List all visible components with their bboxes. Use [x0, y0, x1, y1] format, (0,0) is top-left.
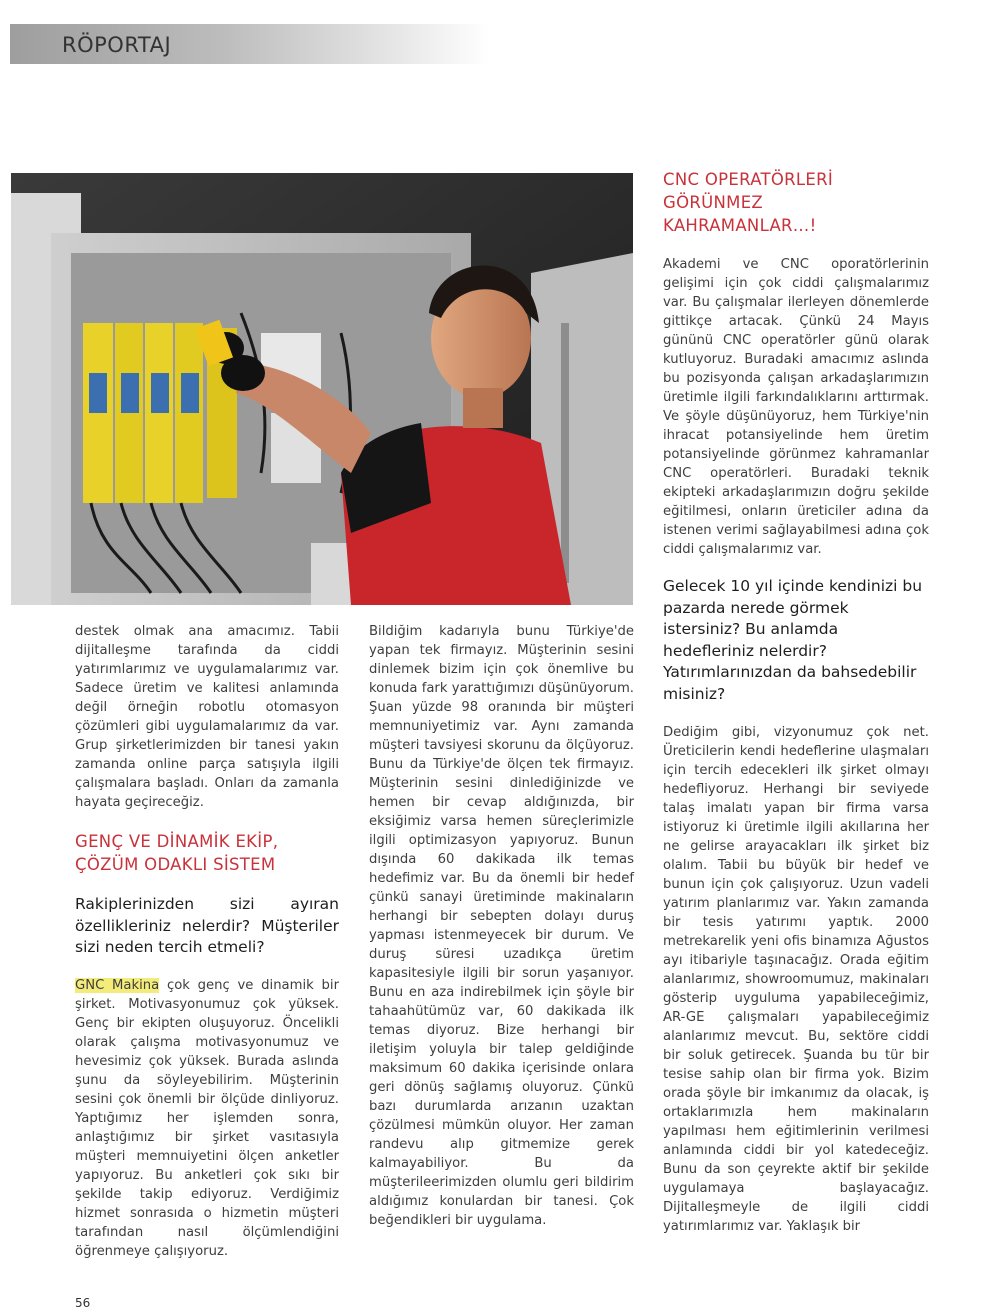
- page-number: 56: [75, 1296, 91, 1310]
- photo-illustration: [11, 173, 633, 605]
- col3-heading-line2: GÖRÜNMEZ: [663, 193, 764, 212]
- column-2: [369, 622, 634, 1230]
- col3-heading-line3: KAHRAMANLAR…!: [663, 216, 817, 235]
- col1-paragraph-top: destek olmak ana amacımız. Tabii dijitalleşme tarafında da ciddi yatırımlarımız ve uygulamalarımız var. Sadece üretim ve kalitesi anlamında değil örneğin robotlu otomasyon çözümleri gibi uygulamalarımız da var. Grup şirketlerimizden bir tanesi yakın zamanda online parça satışıyla ilgili çalışmalara başladı. Onları da zamanla hayata geçireceğiz.: [75, 624, 339, 810]
- column-3: [663, 168, 929, 1236]
- col3-paragraph-2: Dediğim gibi, vizyonumuz çok net. Üreticilerin kendi hedeflerine ulaşmaları için tercih edecekleri ilk şirket olmayı hedefliyoruz. Herhangi bir seviyede talaş imalatı yapan bir firma varsa istiyoruz ki üretimle ilgili akıllarına her ne gelirse arayacakları ilk şirket biz olalım. Tabii bu büyük bir hedef ve bunun için çok çalışıyoruz. Uzun vadeli yatırım planlarımız var. Yakın zamanda bir tesis yatırımı yaptık. 2000 metrekarelik yeni ofis binamıza Ağustos ayı itibariyle taşınacağız. Orada eğitim alanlarımız, showroomumuz, makinaları gösterip uyguluma yapabileceğimiz, AR-GE çalışmaları yapabileceğimiz alanlarımız mevcut. Bu, sektöre ciddi bir soluk getirecek. Şuanda bu tür bir tesise sahip olan bir firma yok. Bizim orada şöyle bir imkanımız da olacak, iş ortaklarımızla hem makinaların yapılması hem eğitimlerinin verilmesi anlamında ciddi bir yol katedeceğiz. Bunu da son çeyrekte aktif bir şekilde uygulamaya başlayacağız. Dijitalleşmeyle de ilgili ciddi yatırımlarımız var. Yaklaşık bir: [663, 725, 929, 1234]
- col3-heading-line1: CNC OPERATÖRLERİ: [663, 170, 834, 189]
- col3-paragraph-1: Akademi ve CNC oporatörlerinin gelişimi için çok ciddi çalışmalarımız var. Bu çalışmalar ilerleyen dönemlerde gittikçe artacak. Çünkü 24 Mayıs gününü CNC operatörler günü olarak kutluyoruz. Buradaki amacımız aslında bu pozisyonda çalışan arkadaşlarımızın üretimle ilgili farkındalıklarını arttırmak. Ve şöyle düşünüyoruz, hem Türkiye'nin ihracat potansiyelinde hem üretim potansiyelinde görünmez kahramanlar CNC operatörleri. Buradaki teknik ekipteki arkadaşlarımızın doğru şekilde eğitilmesi, onların üreticiler adına da istenen verimi sağlayabilmesi adına çok ciddi çalışmalarımız var.: [663, 257, 929, 557]
- col3-question: Gelecek 10 yıl içinde kendinizi bu pazarda nerede görmek istersiniz? Bu anlamda hedefleriniz nelerdir? Yatırımlarınızdan da bahsedebilir misiniz?: [663, 577, 923, 703]
- technician-photo: [11, 173, 633, 605]
- column-1: [75, 622, 339, 1261]
- col1-heading-line2: ÇÖZÜM ODAKLI SİSTEM: [75, 855, 276, 874]
- col1-question: Rakiplerinizden sizi ayıran özellikleriniz nelerdir? Müşteriler sizi neden tercih etmeli?: [75, 895, 339, 956]
- col1-answer: [75, 976, 339, 1261]
- section-title: RÖPORTAJ: [62, 33, 172, 57]
- company-name-highlight: GNC Makina: [75, 977, 160, 993]
- col1-answer-text: çok genç ve dinamik bir şirket. Motivasyonumuz çok yüksek. Genç bir ekipten oluşuyoruz. Öncelikli olarak çalışma motivasyonumuz ve hevesimiz çok yüksek. Burada aslında şunu da söyleyebilirim. Müşterinin sesini çok önemli bir ölçüde dinliyoruz. Yaptığımız her işlemden sonra, anlaştığımız bir şirket vasıtasıyla müşteri memnuiyetini ölçen anketler yapıyoruz. Bu anketleri çok sıkı bir şekilde takip ediyoruz. Verdiğimiz hizmet sonrasıda o hizmetin müşteri tarafından nasıl ölçümlendiğini öğrenmeye çalışıyoruz.: [75, 977, 339, 1259]
- col2-paragraph: Bildiğim kadarıyla bunu Türkiye'de yapan tek firmayız. Müşterinin sesini dinlemek bizim için çok önemlive bu konuda fark yarattığımızı düşünüyorum. Şuan yüzde 98 oranında bir müşteri memnuniyetimiz var. Aynı zamanda müşteri tavsiyesi skorunu da ölçüyoruz. Bunu da Türkiye'de ölçen tek firmayız. Müşterinin sesini dinlediğinizde ve hemen bir cevap aldığınızda, bir eksiğimiz varsa hemen süreçlerimizle ilgili optimizasyon yapıyoruz. Bunun dışında 60 dakikada ilk temas hedefimiz var. Bu da önemli bir hedef çünkü sanayi üretiminde makinaların herhangi bir sebepten dolayı duruş yapması istenmeyecek bir durum. Ve duruş süresi uzadıkça üretim kapasitesiyle ilgili bir sorun yaşanıyor. Bunu en aza indirebilmek için şöyle bir tahaahütümüz var, 60 dakikada ilk temas diyoruz. Bize herhangi bir iletişim yoluyla bir talep geldiğinde maksimum 60 dakika içerisinde onlara geri dönüş sağlamış oluyoruz. Çünkü bazı durumlarda arızanın uzaktan çözülmesi mümkün oluyor. Her zaman randevu alıp gitmemize gerek kalmayabiliyor. Bu da müşterileerimizden olumlu geri bildirim aldığımız konulardan bir tanesi. Çok beğendikleri bir uygulama.: [369, 624, 634, 1228]
- col1-heading-line1: GENÇ VE DİNAMİK EKİP,: [75, 832, 279, 851]
